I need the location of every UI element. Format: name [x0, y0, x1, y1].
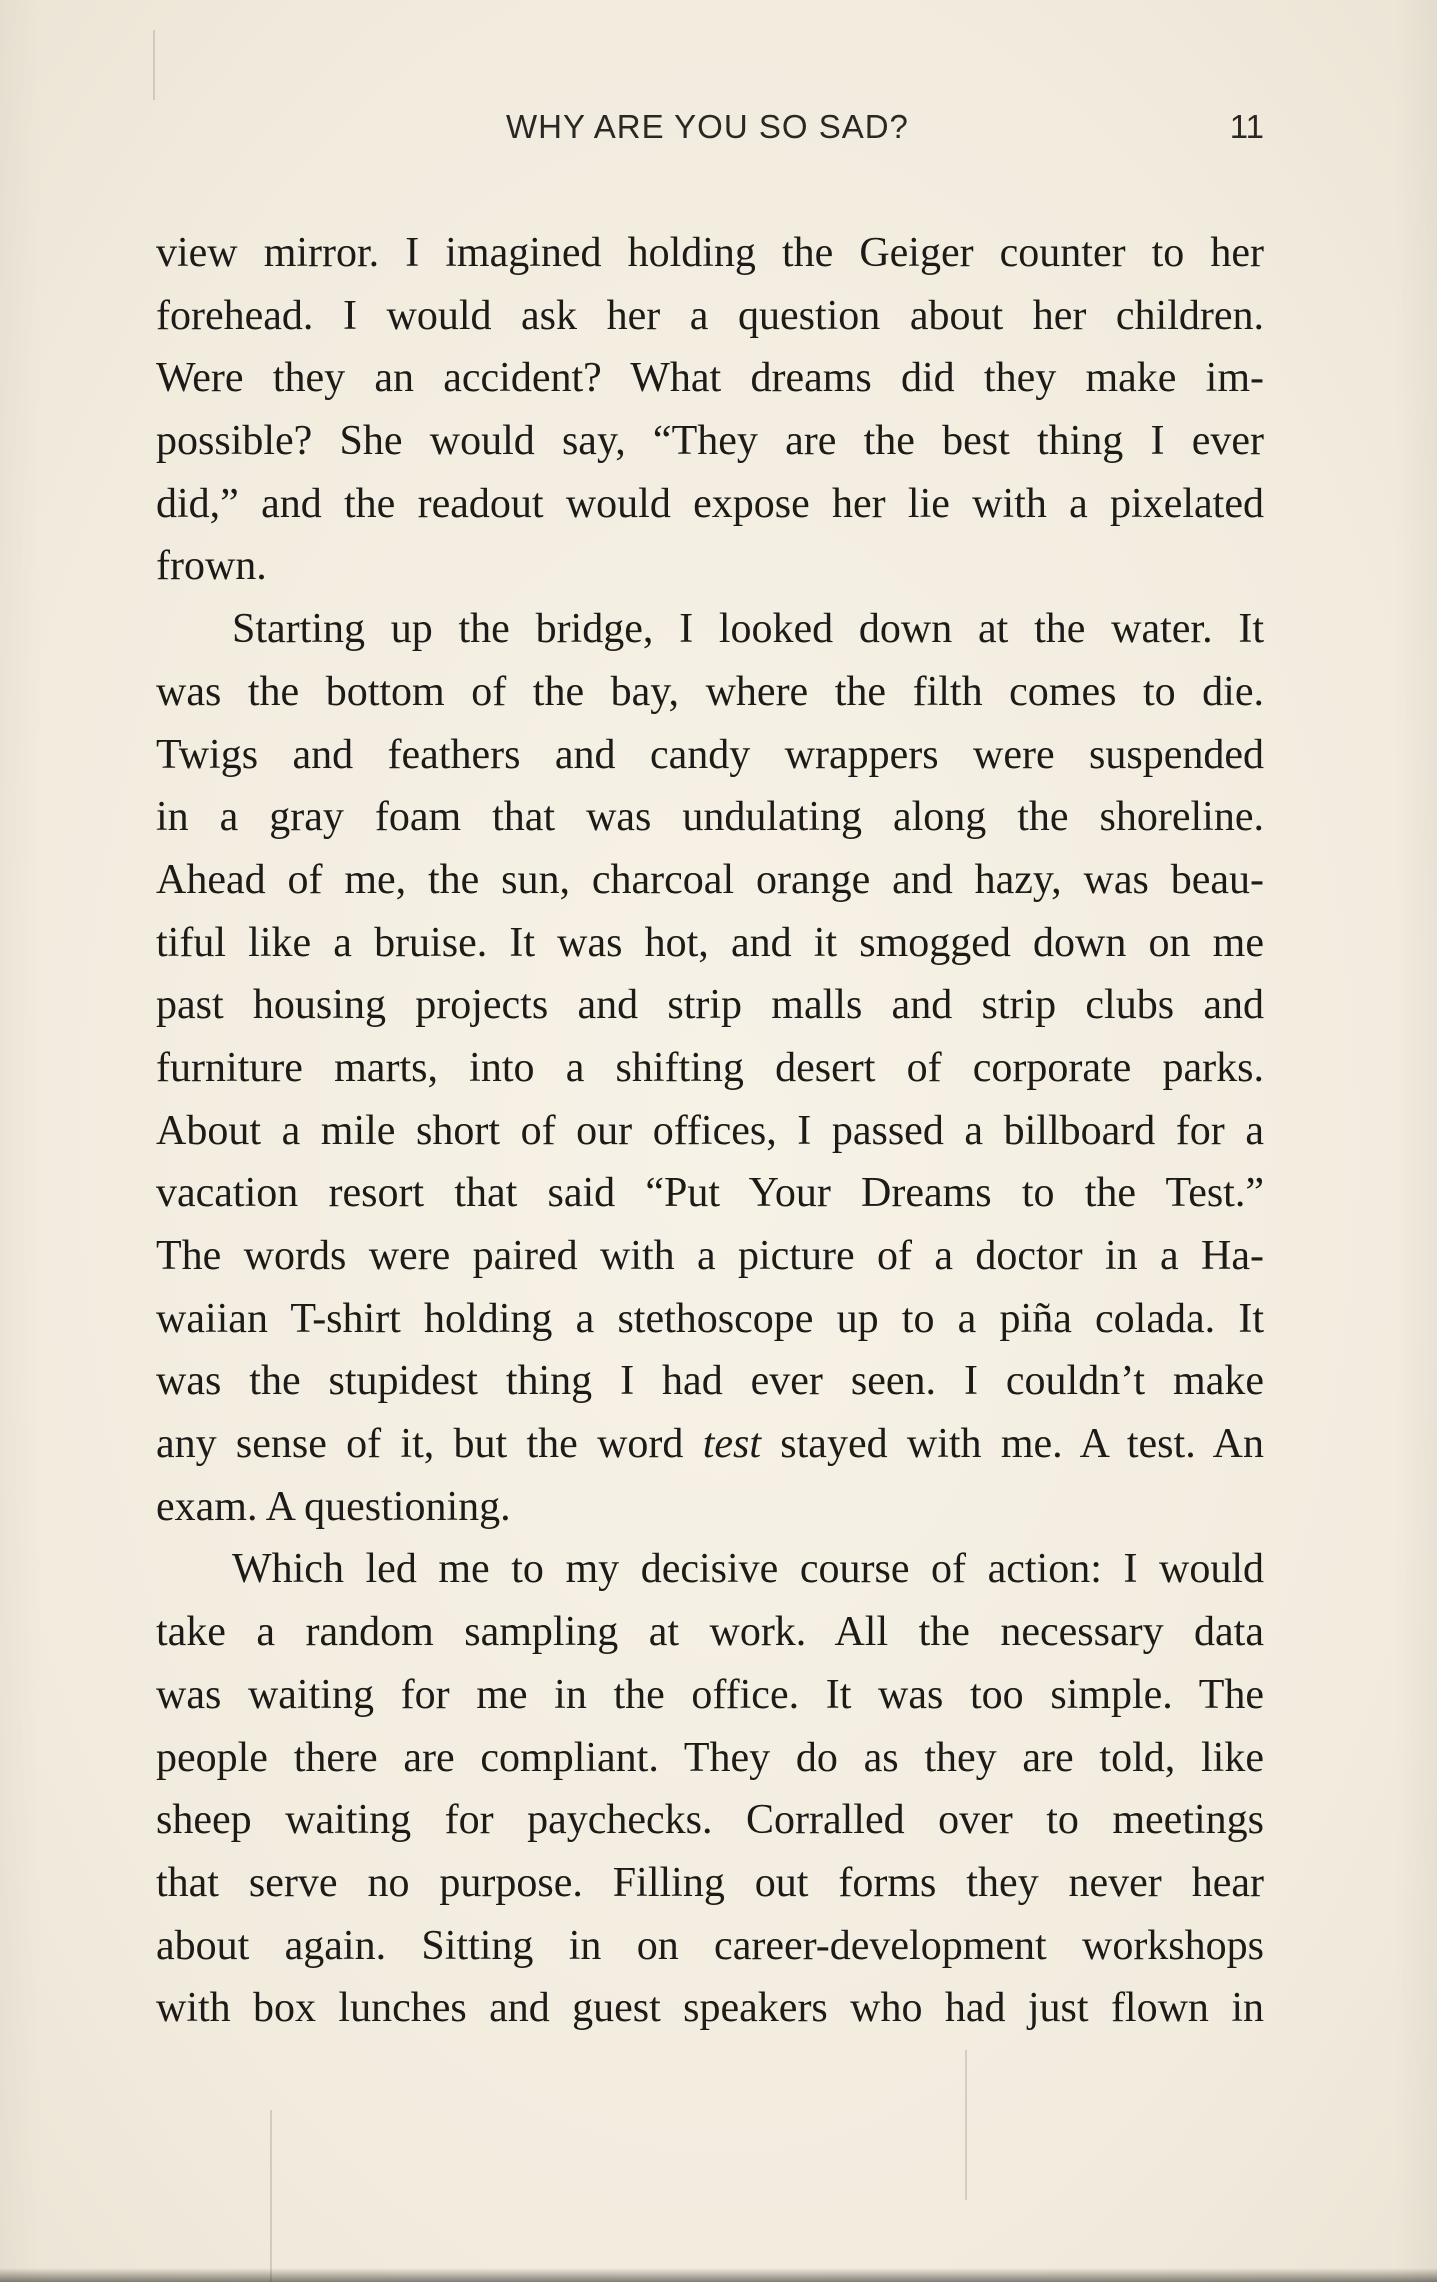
- text-segment: stayed with me. A test. An: [761, 1421, 1264, 1468]
- text-segment: any sense of it, but the word: [156, 1421, 703, 1468]
- text-line: Were they an accident? What dreams did they make im-: [156, 355, 1264, 402]
- text-line: in a gray foam that was undulating along the shoreline.: [156, 794, 1264, 841]
- text-line: sheep waiting for paychecks. Corralled over to meetings: [156, 1797, 1264, 1844]
- italic-word: test: [702, 1421, 762, 1468]
- text-line: was the bottom of the bay, where the filth comes to die.: [156, 668, 1264, 715]
- text-line: did,” and the readout would expose her lie with a pixelated: [156, 480, 1264, 527]
- text-line: Ahead of me, the sun, charcoal orange and hazy, was beau-: [156, 856, 1264, 903]
- text-line: Twigs and feathers and candy wrappers were suspended: [156, 731, 1264, 778]
- scan-crease-mark: [965, 2050, 967, 2200]
- running-head: WHY ARE YOU SO SAD?: [506, 108, 909, 145]
- text-line: view mirror. I imagined holding the Geiger counter to her: [156, 230, 1264, 276]
- text-line: possible? She would say, “They are the best thing I ever: [156, 418, 1264, 465]
- text-line: people there are compliant. They do as they are told, like: [156, 1734, 1264, 1781]
- body-text: [156, 222, 1264, 2040]
- scan-crease-mark: [270, 2110, 272, 2282]
- text-line: was the stupidest thing I had ever seen. I couldn’t make: [156, 1358, 1264, 1405]
- text-line: was waiting for me in the office. It was too simple. The: [156, 1671, 1264, 1718]
- text-line: that serve no purpose. Filling out forms they never hear: [156, 1859, 1264, 1906]
- scan-crease-mark: [153, 30, 155, 100]
- page-header: [156, 108, 1264, 158]
- paragraph-first-line: Starting up the bridge, I looked down at the water. It: [232, 606, 1264, 653]
- text-line: vacation resort that said “Put Your Dreams to the Test.”: [156, 1170, 1264, 1217]
- text-line: About a mile short of our offices, I passed a billboard for a: [156, 1107, 1264, 1154]
- text-line: take a random sampling at work. All the necessary data: [156, 1609, 1264, 1656]
- text-line: furniture marts, into a shifting desert of corporate parks.: [156, 1044, 1264, 1091]
- text-line: forehead. I would ask her a question about her children.: [156, 292, 1264, 339]
- text-line: [156, 1413, 1264, 1476]
- text-line: past housing projects and strip malls and strip clubs and: [156, 982, 1264, 1029]
- text-line: exam. A questioning.: [156, 1483, 511, 1530]
- text-line: frown.: [156, 543, 267, 590]
- paragraph-first-line: Which led me to my decisive course of action: I would: [232, 1546, 1264, 1593]
- page-number: 11: [1229, 108, 1264, 145]
- text-line: with box lunches and guest speakers who had just flown in: [156, 1985, 1264, 2032]
- text-line: tiful like a bruise. It was hot, and it smogged down on me: [156, 919, 1264, 966]
- text-line: about again. Sitting in on career-development workshops: [156, 1922, 1264, 1969]
- text-line: waiian T-shirt holding a stethoscope up to a piña colada. It: [156, 1295, 1264, 1342]
- text-line: The words were paired with a picture of a doctor in a Ha-: [156, 1233, 1264, 1279]
- page-bottom-edge: [0, 2268, 1437, 2282]
